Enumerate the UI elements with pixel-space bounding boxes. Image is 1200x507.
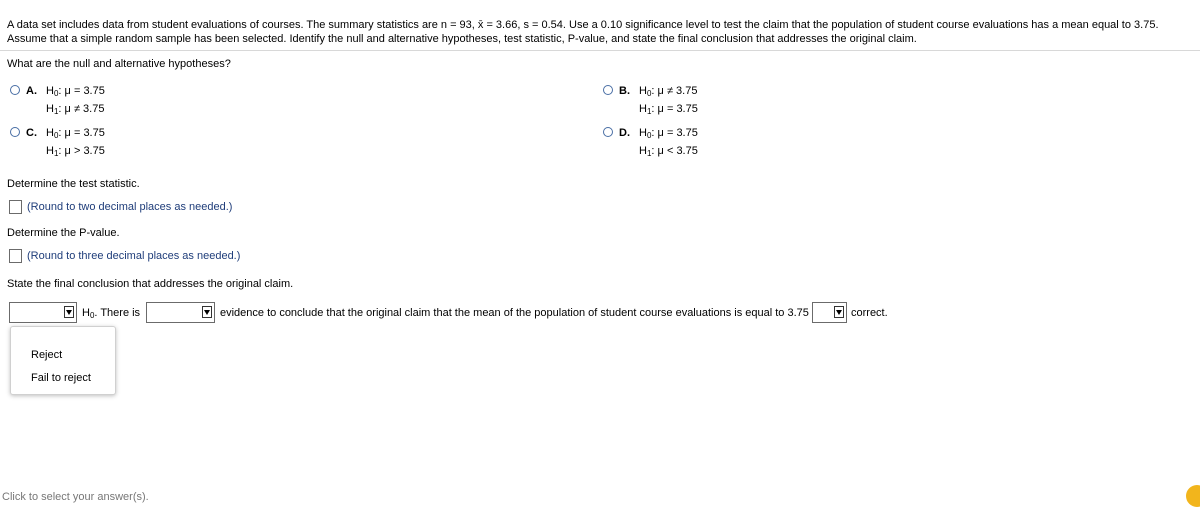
p-value-question: Determine the P-value.: [7, 227, 120, 239]
option-c-hypotheses: $H_0$: μ = 3.75 $H_1$: μ > 3.75: [46, 127, 105, 158]
option-a-hypotheses: $H_0$: μ = 3.75 $H_1$: μ ≠ 3.75: [46, 85, 105, 116]
option-d-radio[interactable]: [603, 127, 613, 137]
help-icon[interactable]: [1186, 485, 1200, 507]
option-b-letter: B.: [619, 85, 630, 97]
option-a[interactable]: [10, 84, 105, 118]
option-c-letter: C.: [26, 127, 37, 139]
option-d-letter: D.: [619, 127, 630, 139]
option-b[interactable]: [603, 84, 698, 118]
hypotheses-question: What are the null and alternative hypotheses?: [7, 58, 231, 70]
p-value-hint: (Round to three decimal places as needed.): [27, 250, 241, 262]
option-d-hypotheses: $H_0$: μ = 3.75 $H_1$: μ < 3.75: [639, 127, 698, 158]
chevron-down-icon[interactable]: [202, 306, 212, 318]
chevron-down-icon[interactable]: [64, 306, 74, 318]
h0-label: $H_0$. There is: [82, 307, 141, 320]
evidence-dropdown[interactable]: [146, 302, 215, 323]
option-b-radio[interactable]: [603, 85, 613, 95]
divider: [0, 50, 1200, 51]
test-statistic-input[interactable]: [9, 200, 22, 214]
option-a-letter: A.: [26, 85, 37, 97]
claim-correct-dropdown[interactable]: [812, 302, 847, 323]
menu-item-reject[interactable]: Reject: [31, 349, 63, 361]
option-c-radio[interactable]: [10, 127, 20, 137]
reject-decision-menu: [10, 326, 116, 395]
correct-text: correct.: [851, 307, 888, 319]
footer-instructions: Click to select your answer(s).: [2, 491, 149, 503]
option-d[interactable]: [603, 126, 698, 160]
evidence-text: evidence to conclude that the original claim that the mean of the population of student course evaluations is equal to 3.75: [220, 307, 809, 319]
p-value-input[interactable]: [9, 249, 22, 263]
test-statistic-hint: (Round to two decimal places as needed.): [27, 201, 233, 213]
option-a-radio[interactable]: [10, 85, 20, 95]
chevron-down-icon[interactable]: [834, 306, 844, 318]
reject-decision-dropdown[interactable]: [9, 302, 77, 323]
option-c[interactable]: [10, 126, 105, 160]
menu-item-fail-to-reject[interactable]: Fail to reject: [31, 372, 91, 384]
conclusion-question: State the final conclusion that addresses the original claim.: [7, 278, 294, 290]
option-b-hypotheses: $H_0$: μ ≠ 3.75 $H_1$: μ = 3.75: [639, 85, 698, 116]
problem-statement: A data set includes data from student evaluations of courses. The summary statistics are n = 93, x̄ = 3.66, s = 0.54. Use a 0.10 significance level to test the claim that the population of student course evaluations has a mean equal to 3.75. Assume that a simple random sample has been selected. Identify the null and alternative hypotheses, test statistic, P-value, and state the final conclusion that addresses the original claim.: [7, 19, 1159, 45]
test-statistic-question: Determine the test statistic.: [7, 178, 140, 190]
